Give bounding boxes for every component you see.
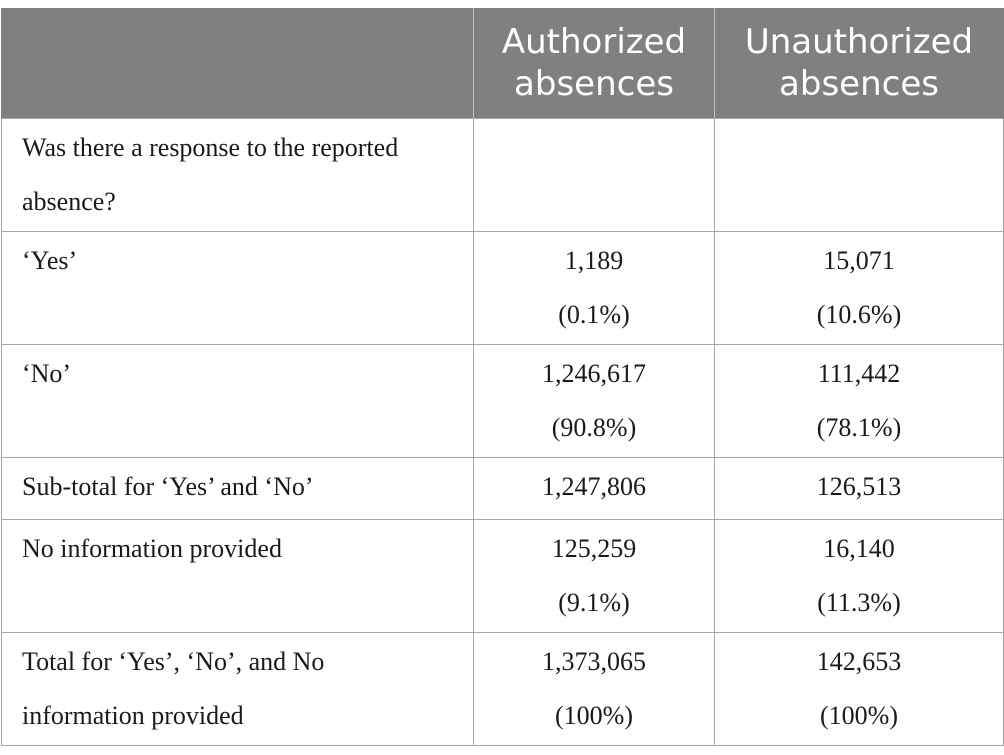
authorized-value: 1,189 — [564, 246, 624, 275]
row-label-line: information provided — [22, 701, 244, 730]
unauthorized-value: 15,071 — [823, 246, 895, 275]
authorized-value: 1,247,806 — [542, 472, 646, 501]
header-unauthorized-line-1: Unauthorized — [744, 22, 974, 62]
table-row-no — [2, 345, 1004, 458]
cell-authorized — [474, 458, 715, 520]
unauthorized-percent: (10.6%) — [816, 300, 902, 329]
row-label — [2, 520, 474, 633]
row-label-line: Total for ‘Yes’, ‘No’, and No — [22, 647, 325, 676]
unauthorized-percent: (78.1%) — [816, 413, 902, 442]
cell-authorized — [474, 633, 715, 746]
cell-authorized — [474, 232, 715, 345]
authorized-value: 125,259 — [551, 534, 637, 563]
authorized-value: 1,246,617 — [542, 359, 646, 388]
table-row-yes — [2, 232, 1004, 345]
table-row-subtotal — [2, 458, 1004, 520]
header-row — [2, 8, 1004, 119]
row-label-line: Was there a response to the reported — [22, 133, 399, 162]
table-row-no-information — [2, 520, 1004, 633]
unauthorized-value: 111,442 — [817, 359, 901, 388]
unauthorized-value: 142,653 — [816, 647, 902, 676]
header-cell-unauthorized — [715, 8, 1004, 119]
authorized-percent: (0.1%) — [558, 300, 630, 329]
cell-unauthorized — [715, 232, 1004, 345]
row-label-line: ‘No’ — [22, 359, 72, 388]
row-label-line: Sub-total for ‘Yes’ and ‘No’ — [22, 472, 314, 501]
absence-response-table — [1, 8, 1004, 746]
header-unauthorized-line-2: absences — [779, 64, 939, 104]
table-row-question — [2, 119, 1004, 232]
header-authorized-line-2: absences — [514, 64, 674, 104]
unauthorized-percent: (11.3%) — [817, 588, 901, 617]
authorized-percent: (90.8%) — [551, 413, 637, 442]
row-label — [2, 232, 474, 345]
authorized-percent: (100%) — [555, 701, 633, 730]
cell-unauthorized — [715, 633, 1004, 746]
unauthorized-percent: (100%) — [820, 701, 898, 730]
authorized-percent: (9.1%) — [558, 588, 630, 617]
header-cell-label — [2, 8, 474, 119]
unauthorized-value: 16,140 — [823, 534, 895, 563]
row-label-line: No information provided — [22, 534, 282, 563]
row-label — [2, 345, 474, 458]
unauthorized-value: 126,513 — [816, 472, 902, 501]
row-label — [2, 458, 474, 520]
cell-unauthorized — [715, 119, 1004, 232]
table-row-total — [2, 633, 1004, 746]
cell-authorized — [474, 520, 715, 633]
row-label-line: ‘Yes’ — [22, 246, 78, 275]
row-label — [2, 633, 474, 746]
header-cell-authorized — [474, 8, 715, 119]
cell-unauthorized — [715, 520, 1004, 633]
authorized-value: 1,373,065 — [542, 647, 646, 676]
cell-authorized — [474, 119, 715, 232]
row-label — [2, 119, 474, 232]
cell-unauthorized — [715, 458, 1004, 520]
cell-authorized — [474, 345, 715, 458]
row-label-line: absence? — [22, 187, 116, 216]
header-authorized-line-1: Authorized — [501, 22, 687, 62]
cell-unauthorized — [715, 345, 1004, 458]
